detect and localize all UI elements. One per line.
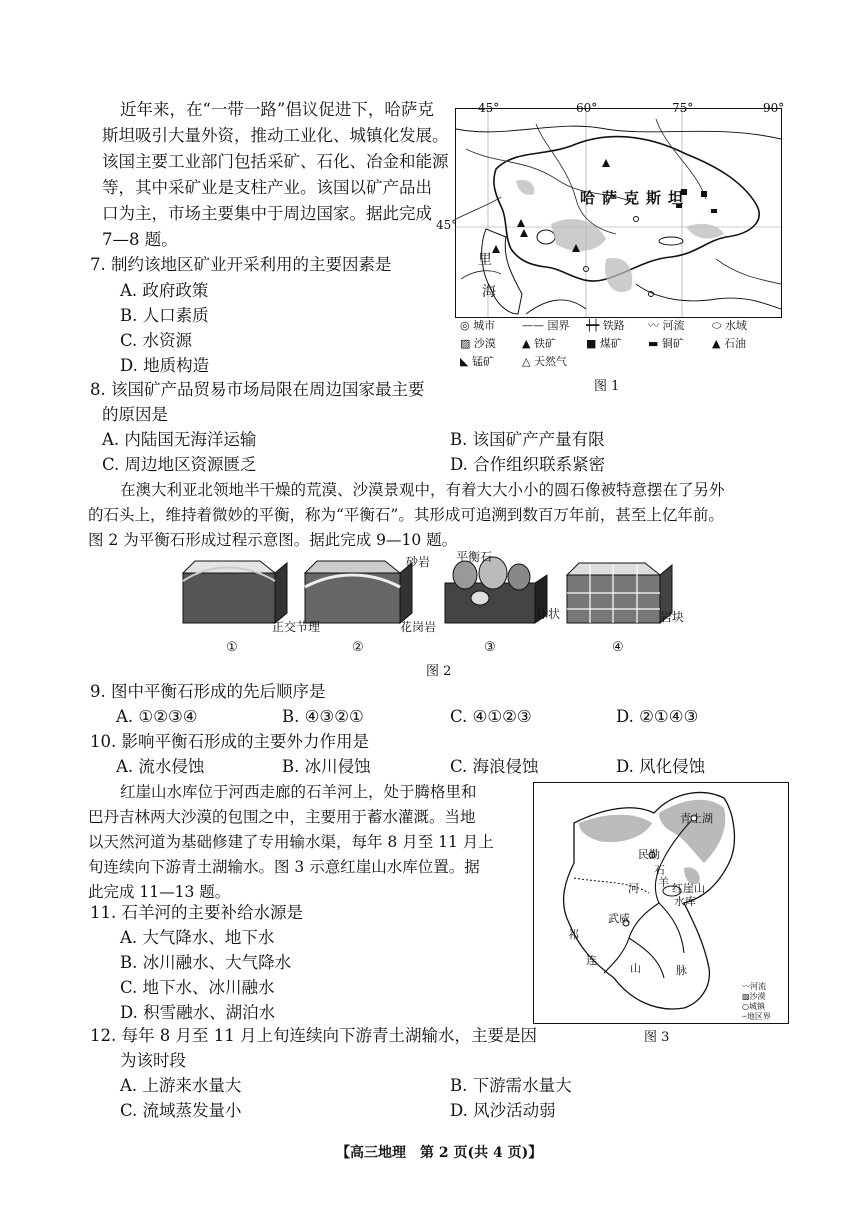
question-12-stem-2: 为该时段 <box>120 1051 186 1070</box>
figure-1-lat-45: 45° <box>436 218 458 232</box>
river-icon: 〰 <box>648 319 663 332</box>
legend-iron-label: 铁矿 <box>533 337 556 350</box>
label-balancing-rock: 平衡石 <box>456 550 493 564</box>
passage-3-line-5: 此完成 11—13 题。 <box>88 883 231 901</box>
legend-railway <box>586 316 625 336</box>
legend-iron <box>522 334 556 354</box>
panel-3-block <box>445 557 547 623</box>
kazakhstan-map-drawing <box>456 109 781 317</box>
legend-water <box>712 316 747 336</box>
figure-1-sea-label-2: 海 <box>482 284 496 300</box>
label-shi: 石 <box>654 864 665 877</box>
iron-ore-icon: ▲ <box>522 337 534 350</box>
panel-label-4: ④ <box>612 640 624 655</box>
passage-2-line-3: 图 2 为平衡石形成过程示意图。据此完成 9—10 题。 <box>88 531 458 549</box>
legend-town-3-label: 城镇 <box>748 1002 765 1011</box>
label-qingtu-lake: 青土湖 <box>680 812 713 825</box>
question-7-stem: 7. 制约该地区矿业开采利用的主要因素是 <box>90 255 392 274</box>
question-12-stem-1: 12. 每年 8 月至 11 月上旬连续向下游青土湖输水，主要是因 <box>90 1026 537 1045</box>
question-10-option-b: B. 冰川侵蚀 <box>282 757 371 776</box>
figure-1-country-label: 哈萨克斯坦 <box>580 189 691 207</box>
question-11-option-d: D. 积雪融水、湖泊水 <box>120 1003 276 1022</box>
question-7-option-a: A. 政府政策 <box>120 281 209 300</box>
figure-3-caption: 图 3 <box>644 1030 670 1045</box>
label-lian: 连 <box>586 954 597 967</box>
question-9-option-b: B. ④③②① <box>282 707 364 726</box>
oil-icon: ▲ <box>712 337 724 350</box>
legend-desert-3 <box>742 992 766 1002</box>
question-11-option-c: C. 地下水、冰川融水 <box>120 978 275 997</box>
coal-icon: ■ <box>586 337 600 350</box>
question-9-option-d: D. ②①④③ <box>616 707 699 726</box>
river-icon: 〰 <box>742 982 750 991</box>
question-10-option-a: A. 流水侵蚀 <box>116 757 205 776</box>
passage-3-line-2: 巴丹吉林两大沙漠的包围之中，主要用于蓄水灌溉。当地 <box>88 808 476 826</box>
legend-district-3 <box>742 1012 771 1022</box>
legend-river <box>648 316 685 336</box>
question-8-option-b: B. 该国矿产产量有限 <box>450 430 605 449</box>
manganese-icon: ◣ <box>460 355 472 368</box>
passage-3-line-3: 以天然河道为基础修建了专用输水渠，每年 8 月至 11 月上 <box>88 833 494 851</box>
legend-city-label: 城市 <box>473 319 496 332</box>
question-10-stem: 10. 影响平衡石形成的主要外力作用是 <box>90 732 369 751</box>
panel-label-1: ① <box>226 640 238 655</box>
question-10-option-d: D. 风化侵蚀 <box>616 757 706 776</box>
label-mai: 脉 <box>676 964 687 977</box>
legend-copper-label: 铜矿 <box>661 337 684 350</box>
passage-2-line-1: 在澳大利亚北领地半干燥的荒漠、沙漠景观中，有着大大小小的圆石像被特意摆在了另外 <box>120 481 725 499</box>
question-8-option-a: A. 内陆国无海洋运输 <box>102 430 257 449</box>
legend-copper <box>648 334 684 354</box>
label-he: 河 <box>628 882 639 895</box>
label-rock-block: 岩块 <box>660 610 685 624</box>
question-12-option-d: D. 风沙活动弱 <box>450 1101 556 1120</box>
figure-1-lon-75: 75° <box>672 101 694 115</box>
legend-desert-3-label: 沙漠 <box>749 992 766 1001</box>
passage-1-line-2: 斯坦吸引大量外资，推动工业化、城镇化发展。 <box>102 126 449 145</box>
legend-desert <box>460 334 496 354</box>
figure-1-map <box>455 108 782 318</box>
legend-manganese-label: 锰矿 <box>471 355 494 368</box>
panel-1-block <box>183 561 287 623</box>
legend-river-label: 河流 <box>662 319 685 332</box>
passage-1-line-3: 该国主要工业部门包括采矿、石化、冶金和能源 <box>102 152 449 171</box>
question-9-option-c: C. ④①②③ <box>450 707 532 726</box>
label-wuwei: 武威 <box>608 912 630 925</box>
legend-coal-label: 煤矿 <box>599 337 622 350</box>
question-8-stem-1: 8. 该国矿产品贸易市场局限在周边国家最主要 <box>90 380 425 399</box>
legend-border-label: 国界 <box>547 319 570 332</box>
label-spherical: 球状 <box>536 607 561 621</box>
figure-1-caption: 图 1 <box>594 379 620 394</box>
panel-2-block <box>305 561 412 623</box>
copper-icon: ▬ <box>648 337 662 350</box>
question-8-option-c: C. 周边地区资源匮乏 <box>102 455 257 474</box>
label-shan: 山 <box>630 962 641 975</box>
legend-oil-label: 石油 <box>723 337 746 350</box>
panel-4-block <box>567 563 672 623</box>
passage-3-line-4: 旬连续向下游青土湖输水。图 3 示意红崖山水库位置。据 <box>88 858 480 876</box>
legend-river-3 <box>742 982 766 992</box>
legend-town-3 <box>742 1002 765 1012</box>
legend-water-label: 水域 <box>724 319 747 332</box>
label-hongyashan: 红崖山 <box>672 882 705 895</box>
label-yang: 羊 <box>658 876 669 889</box>
figure-1-sea-label-1: 里 <box>478 252 492 268</box>
panel-label-3: ③ <box>484 640 496 655</box>
balancing-rock-process-drawing <box>175 553 695 653</box>
question-7-option-d: D. 地质构造 <box>120 356 210 375</box>
question-9-option-a: A. ①②③④ <box>116 707 198 726</box>
desert-icon: ▨ <box>460 337 474 350</box>
question-8-option-d: D. 合作组织联系紧密 <box>450 455 606 474</box>
question-8-stem-2: 的原因是 <box>102 405 168 424</box>
label-reservoir: 水库 <box>674 895 696 908</box>
legend-railway-label: 铁路 <box>602 319 625 332</box>
border-icon: —— <box>522 319 548 332</box>
figure-1-lon-60: 60° <box>576 101 598 115</box>
passage-1-line-1: 近年来，在“一带一路”倡议促进下，哈萨克 <box>120 100 434 119</box>
question-9-stem: 9. 图中平衡石形成的先后顺序是 <box>90 682 326 701</box>
city-icon: ◎ <box>460 319 474 332</box>
figure-2-caption: 图 2 <box>426 664 452 679</box>
legend-river-3-label: 河流 <box>750 982 766 991</box>
panel-label-2: ② <box>352 640 364 655</box>
legend-gas <box>522 352 567 372</box>
legend-gas-label: 天然气 <box>533 355 567 368</box>
passage-3-line-1: 红崖山水库位于河西走廊的石羊河上，处于腾格里和 <box>120 783 477 801</box>
page-footer: 【高三地理 第 2 页(共 4 页)】 <box>336 1145 543 1161</box>
passage-1-line-5: 口为主，市场主要集中于周边国家。据此完成 <box>102 204 432 223</box>
legend-manganese <box>460 352 494 372</box>
water-icon: ⬭ <box>712 319 725 332</box>
legend-coal <box>586 334 622 354</box>
label-minqin: 民勤 <box>638 848 660 861</box>
question-12-option-a: A. 上游来水量大 <box>120 1076 242 1095</box>
legend-border <box>522 316 570 336</box>
question-11-option-a: A. 大气降水、地下水 <box>120 928 275 947</box>
railway-icon: ┿┿ <box>586 319 603 332</box>
legend-oil <box>712 334 746 354</box>
label-joint: 正交节理 <box>272 620 321 634</box>
question-7-option-b: B. 人口素质 <box>120 306 209 325</box>
desert-icon: ▨ <box>742 992 750 1001</box>
question-12-option-c: C. 流域蒸发量小 <box>120 1101 242 1120</box>
passage-2-line-2: 的石头上，维持着微妙的平衡，称为“平衡石”。其形成可追溯到数百万年前，甚至上亿年前。 <box>88 506 724 524</box>
passage-1-line-4: 等，其中采矿业是支柱产业。该国以矿产品出 <box>102 178 432 197</box>
town-icon: ○ <box>742 1002 749 1011</box>
legend-desert-label: 沙漠 <box>473 337 496 350</box>
label-qi: 祁 <box>568 928 579 941</box>
figure-1-lon-45: 45° <box>478 101 500 115</box>
question-7-option-c: C. 水资源 <box>120 331 193 350</box>
passage-1-line-6: 7—8 题。 <box>102 230 178 249</box>
figure-1-lon-90: 90° <box>763 101 785 115</box>
label-sandstone: 砂岩 <box>406 555 431 569</box>
question-11-stem: 11. 石羊河的主要补给水源是 <box>90 903 303 922</box>
label-granite: 花岗岩 <box>400 620 437 634</box>
legend-district-3-label: 地区界 <box>746 1012 771 1021</box>
legend-city <box>460 316 495 336</box>
natural-gas-icon: △ <box>522 355 534 368</box>
district-border-icon: ┄ <box>742 1012 747 1021</box>
question-11-option-b: B. 冰川融水、大气降水 <box>120 953 292 972</box>
question-12-option-b: B. 下游需水量大 <box>450 1076 572 1095</box>
question-10-option-c: C. 海浪侵蚀 <box>450 757 539 776</box>
